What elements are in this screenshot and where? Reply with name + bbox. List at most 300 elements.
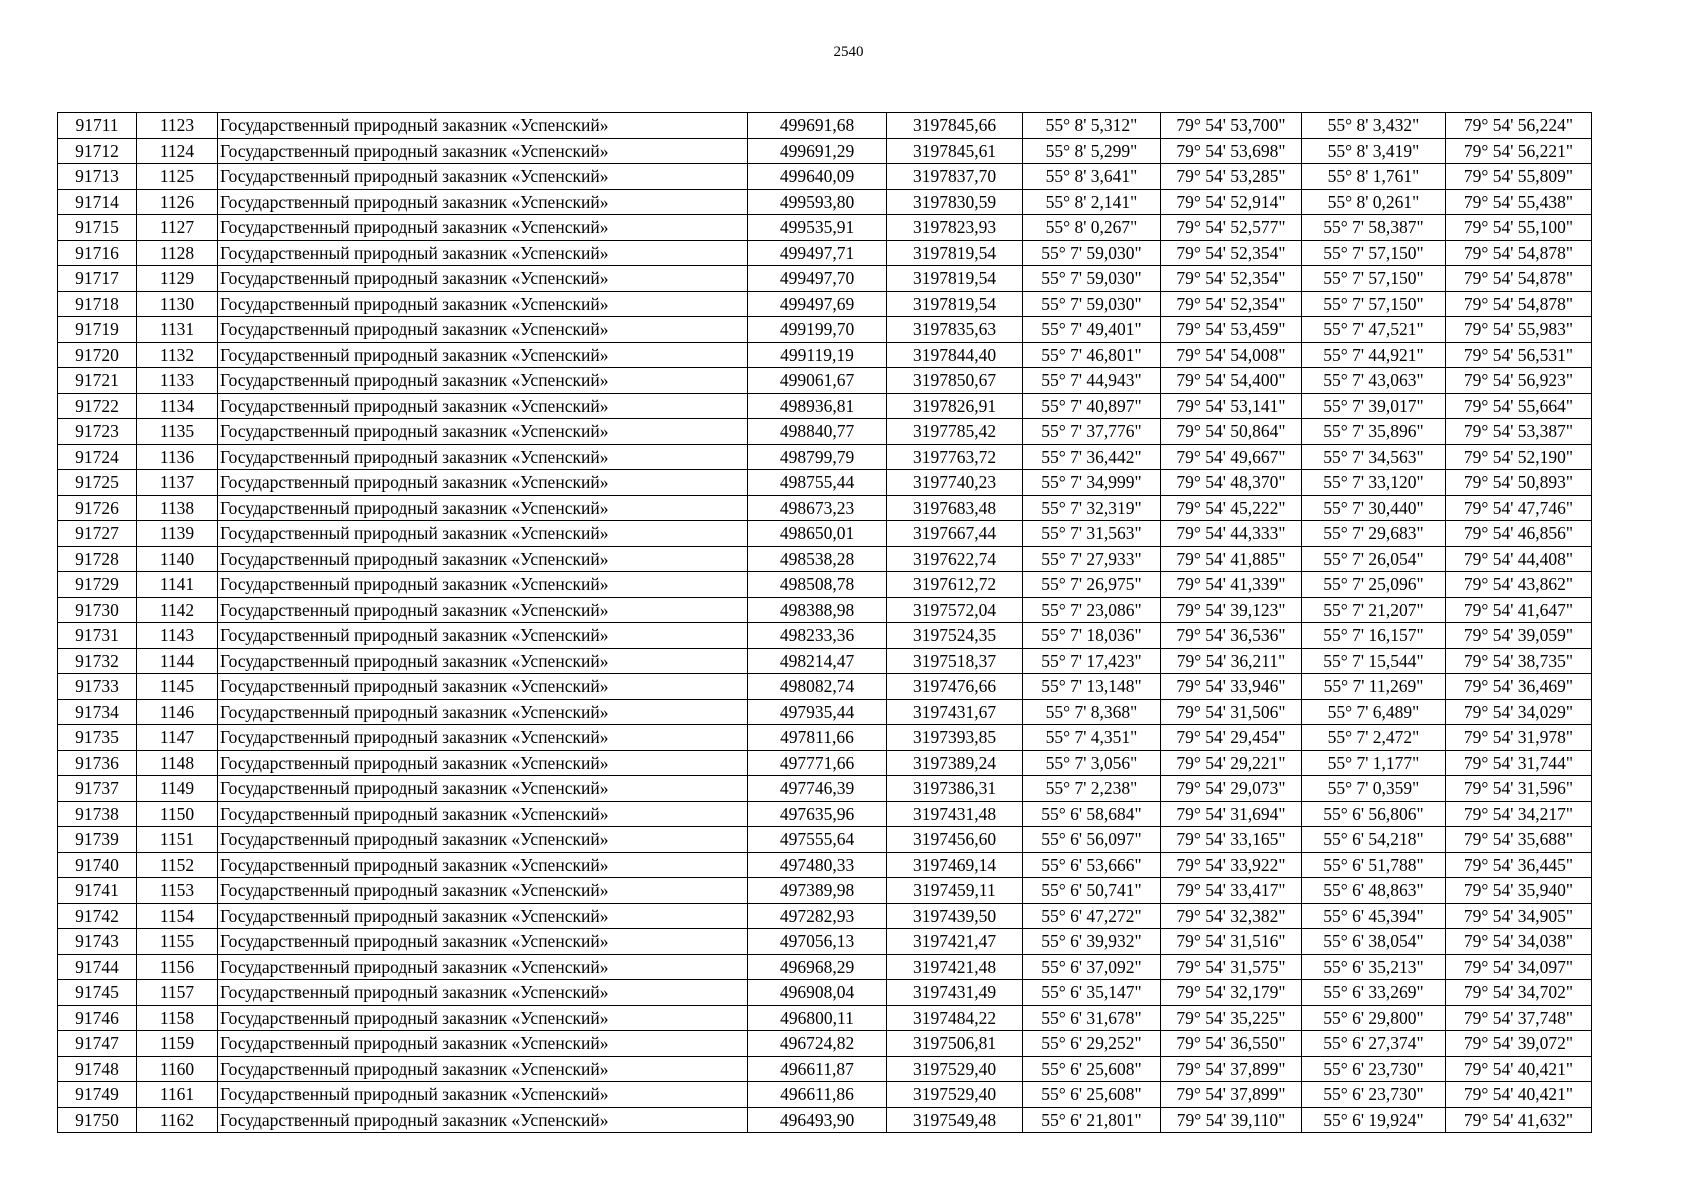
latitude-1-cell: 55° 6' 56,097"	[1023, 827, 1161, 853]
row-number-cell: 91718	[58, 291, 137, 317]
point-number-cell: 1134	[137, 393, 218, 419]
latitude-1-cell: 55° 7' 3,056"	[1023, 750, 1161, 776]
row-number-cell: 91720	[58, 342, 137, 368]
latitude-1-cell: 55° 7' 37,776"	[1023, 419, 1161, 445]
y-coordinate-cell: 3197456,60	[887, 827, 1023, 853]
longitude-2-cell: 79° 54' 31,596"	[1446, 776, 1592, 802]
longitude-1-cell: 79° 54' 32,382"	[1161, 903, 1302, 929]
latitude-1-cell: 55° 7' 18,036"	[1023, 623, 1161, 649]
longitude-2-cell: 79° 54' 54,878"	[1446, 240, 1592, 266]
row-number-cell: 91742	[58, 903, 137, 929]
table-row	[58, 827, 1592, 853]
longitude-2-cell: 79° 54' 31,978"	[1446, 725, 1592, 751]
latitude-2-cell: 55° 6' 33,269"	[1302, 980, 1446, 1006]
name-cell: Государственный природный заказник «Успенский»	[218, 1005, 748, 1031]
y-coordinate-cell: 3197845,66	[887, 113, 1023, 139]
name-cell: Государственный природный заказник «Успенский»	[218, 1082, 748, 1108]
x-coordinate-cell: 498755,44	[748, 470, 887, 496]
longitude-2-cell: 79° 54' 40,421"	[1446, 1082, 1592, 1108]
longitude-2-cell: 79° 54' 56,923"	[1446, 368, 1592, 394]
point-number-cell: 1160	[137, 1056, 218, 1082]
row-number-cell: 91721	[58, 368, 137, 394]
x-coordinate-cell: 499640,09	[748, 164, 887, 190]
latitude-1-cell: 55° 6' 37,092"	[1023, 954, 1161, 980]
longitude-2-cell: 79° 54' 43,862"	[1446, 572, 1592, 598]
table-row	[58, 342, 1592, 368]
row-number-cell: 91737	[58, 776, 137, 802]
name-cell: Государственный природный заказник «Успенский»	[218, 546, 748, 572]
x-coordinate-cell: 496908,04	[748, 980, 887, 1006]
name-cell: Государственный природный заказник «Успенский»	[218, 342, 748, 368]
name-cell: Государственный природный заказник «Успенский»	[218, 572, 748, 598]
point-number-cell: 1151	[137, 827, 218, 853]
longitude-1-cell: 79° 54' 29,454"	[1161, 725, 1302, 751]
table-row	[58, 954, 1592, 980]
name-cell: Государственный природный заказник «Успенский»	[218, 368, 748, 394]
longitude-2-cell: 79° 54' 55,809"	[1446, 164, 1592, 190]
longitude-2-cell: 79° 54' 55,983"	[1446, 317, 1592, 343]
row-number-cell: 91749	[58, 1082, 137, 1108]
x-coordinate-cell: 496800,11	[748, 1005, 887, 1031]
x-coordinate-cell: 499119,19	[748, 342, 887, 368]
y-coordinate-cell: 3197819,54	[887, 266, 1023, 292]
longitude-2-cell: 79° 54' 35,688"	[1446, 827, 1592, 853]
y-coordinate-cell: 3197421,48	[887, 954, 1023, 980]
name-cell: Государственный природный заказник «Успенский»	[218, 954, 748, 980]
table-body	[58, 113, 1592, 1133]
latitude-2-cell: 55° 7' 25,096"	[1302, 572, 1446, 598]
longitude-1-cell: 79° 54' 52,354"	[1161, 240, 1302, 266]
longitude-2-cell: 79° 54' 34,029"	[1446, 699, 1592, 725]
longitude-1-cell: 79° 54' 31,506"	[1161, 699, 1302, 725]
name-cell: Государственный природный заказник «Успенский»	[218, 164, 748, 190]
longitude-1-cell: 79° 54' 50,864"	[1161, 419, 1302, 445]
latitude-2-cell: 55° 6' 23,730"	[1302, 1056, 1446, 1082]
latitude-2-cell: 55° 6' 29,800"	[1302, 1005, 1446, 1031]
table-row	[58, 113, 1592, 139]
latitude-2-cell: 55° 7' 0,359"	[1302, 776, 1446, 802]
row-number-cell: 91736	[58, 750, 137, 776]
latitude-2-cell: 55° 7' 2,472"	[1302, 725, 1446, 751]
point-number-cell: 1138	[137, 495, 218, 521]
name-cell: Государственный природный заказник «Успенский»	[218, 291, 748, 317]
y-coordinate-cell: 3197572,04	[887, 597, 1023, 623]
row-number-cell: 91724	[58, 444, 137, 470]
x-coordinate-cell: 496968,29	[748, 954, 887, 980]
latitude-1-cell: 55° 7' 13,148"	[1023, 674, 1161, 700]
latitude-1-cell: 55° 7' 8,368"	[1023, 699, 1161, 725]
latitude-1-cell: 55° 7' 34,999"	[1023, 470, 1161, 496]
point-number-cell: 1135	[137, 419, 218, 445]
x-coordinate-cell: 497635,96	[748, 801, 887, 827]
table-row	[58, 572, 1592, 598]
latitude-1-cell: 55° 6' 53,666"	[1023, 852, 1161, 878]
latitude-2-cell: 55° 6' 23,730"	[1302, 1082, 1446, 1108]
table-row	[58, 903, 1592, 929]
x-coordinate-cell: 499061,67	[748, 368, 887, 394]
longitude-2-cell: 79° 54' 55,100"	[1446, 215, 1592, 241]
longitude-2-cell: 79° 54' 34,905"	[1446, 903, 1592, 929]
y-coordinate-cell: 3197844,40	[887, 342, 1023, 368]
row-number-cell: 91741	[58, 878, 137, 904]
latitude-2-cell: 55° 7' 57,150"	[1302, 240, 1446, 266]
row-number-cell: 91712	[58, 138, 137, 164]
table-row	[58, 470, 1592, 496]
row-number-cell: 91747	[58, 1031, 137, 1057]
table-row	[58, 725, 1592, 751]
latitude-1-cell: 55° 7' 59,030"	[1023, 266, 1161, 292]
latitude-1-cell: 55° 6' 21,801"	[1023, 1107, 1161, 1133]
point-number-cell: 1142	[137, 597, 218, 623]
longitude-1-cell: 79° 54' 52,354"	[1161, 291, 1302, 317]
latitude-1-cell: 55° 8' 2,141"	[1023, 189, 1161, 215]
y-coordinate-cell: 3197837,70	[887, 164, 1023, 190]
table-row	[58, 291, 1592, 317]
name-cell: Государственный природный заказник «Успенский»	[218, 878, 748, 904]
latitude-2-cell: 55° 7' 29,683"	[1302, 521, 1446, 547]
x-coordinate-cell: 497480,33	[748, 852, 887, 878]
longitude-2-cell: 79° 54' 38,735"	[1446, 648, 1592, 674]
longitude-1-cell: 79° 54' 31,575"	[1161, 954, 1302, 980]
point-number-cell: 1148	[137, 750, 218, 776]
latitude-2-cell: 55° 7' 30,440"	[1302, 495, 1446, 521]
row-number-cell: 91730	[58, 597, 137, 623]
row-number-cell: 91711	[58, 113, 137, 139]
latitude-2-cell: 55° 7' 21,207"	[1302, 597, 1446, 623]
point-number-cell: 1123	[137, 113, 218, 139]
x-coordinate-cell: 497056,13	[748, 929, 887, 955]
point-number-cell: 1139	[137, 521, 218, 547]
point-number-cell: 1129	[137, 266, 218, 292]
longitude-2-cell: 79° 54' 41,647"	[1446, 597, 1592, 623]
longitude-1-cell: 79° 54' 53,700"	[1161, 113, 1302, 139]
latitude-1-cell: 55° 7' 23,086"	[1023, 597, 1161, 623]
longitude-1-cell: 79° 54' 53,698"	[1161, 138, 1302, 164]
row-number-cell: 91750	[58, 1107, 137, 1133]
y-coordinate-cell: 3197850,67	[887, 368, 1023, 394]
y-coordinate-cell: 3197506,81	[887, 1031, 1023, 1057]
name-cell: Государственный природный заказник «Успенский»	[218, 648, 748, 674]
latitude-1-cell: 55° 6' 31,678"	[1023, 1005, 1161, 1031]
x-coordinate-cell: 496493,90	[748, 1107, 887, 1133]
latitude-2-cell: 55° 8' 1,761"	[1302, 164, 1446, 190]
latitude-1-cell: 55° 6' 35,147"	[1023, 980, 1161, 1006]
table-row	[58, 1031, 1592, 1057]
longitude-2-cell: 79° 54' 44,408"	[1446, 546, 1592, 572]
y-coordinate-cell: 3197459,11	[887, 878, 1023, 904]
y-coordinate-cell: 3197484,22	[887, 1005, 1023, 1031]
point-number-cell: 1146	[137, 699, 218, 725]
y-coordinate-cell: 3197476,66	[887, 674, 1023, 700]
latitude-2-cell: 55° 7' 47,521"	[1302, 317, 1446, 343]
name-cell: Государственный природный заказник «Успенский»	[218, 674, 748, 700]
longitude-2-cell: 79° 54' 34,217"	[1446, 801, 1592, 827]
longitude-1-cell: 79° 54' 53,459"	[1161, 317, 1302, 343]
x-coordinate-cell: 498840,77	[748, 419, 887, 445]
y-coordinate-cell: 3197393,85	[887, 725, 1023, 751]
x-coordinate-cell: 498650,01	[748, 521, 887, 547]
latitude-1-cell: 55° 8' 3,641"	[1023, 164, 1161, 190]
x-coordinate-cell: 498233,36	[748, 623, 887, 649]
table-row	[58, 495, 1592, 521]
x-coordinate-cell: 497811,66	[748, 725, 887, 751]
point-number-cell: 1128	[137, 240, 218, 266]
table-row	[58, 521, 1592, 547]
table-row	[58, 266, 1592, 292]
longitude-1-cell: 79° 54' 39,110"	[1161, 1107, 1302, 1133]
name-cell: Государственный природный заказник «Успенский»	[218, 852, 748, 878]
name-cell: Государственный природный заказник «Успенский»	[218, 393, 748, 419]
latitude-2-cell: 55° 7' 6,489"	[1302, 699, 1446, 725]
x-coordinate-cell: 497935,44	[748, 699, 887, 725]
point-number-cell: 1158	[137, 1005, 218, 1031]
x-coordinate-cell: 499497,69	[748, 291, 887, 317]
longitude-2-cell: 79° 54' 39,072"	[1446, 1031, 1592, 1057]
point-number-cell: 1140	[137, 546, 218, 572]
longitude-1-cell: 79° 54' 36,536"	[1161, 623, 1302, 649]
point-number-cell: 1149	[137, 776, 218, 802]
y-coordinate-cell: 3197612,72	[887, 572, 1023, 598]
point-number-cell: 1143	[137, 623, 218, 649]
name-cell: Государственный природный заказник «Успенский»	[218, 801, 748, 827]
longitude-2-cell: 79° 54' 39,059"	[1446, 623, 1592, 649]
latitude-2-cell: 55° 6' 45,394"	[1302, 903, 1446, 929]
latitude-1-cell: 55° 7' 44,943"	[1023, 368, 1161, 394]
row-number-cell: 91728	[58, 546, 137, 572]
latitude-1-cell: 55° 6' 50,741"	[1023, 878, 1161, 904]
name-cell: Государственный природный заказник «Успенский»	[218, 699, 748, 725]
table-row	[58, 1056, 1592, 1082]
latitude-2-cell: 55° 7' 1,177"	[1302, 750, 1446, 776]
table-row	[58, 138, 1592, 164]
y-coordinate-cell: 3197622,74	[887, 546, 1023, 572]
longitude-2-cell: 79° 54' 54,878"	[1446, 291, 1592, 317]
name-cell: Государственный природный заказник «Успенский»	[218, 266, 748, 292]
y-coordinate-cell: 3197439,50	[887, 903, 1023, 929]
name-cell: Государственный природный заказник «Успенский»	[218, 929, 748, 955]
x-coordinate-cell: 498388,98	[748, 597, 887, 623]
longitude-1-cell: 79° 54' 32,179"	[1161, 980, 1302, 1006]
row-number-cell: 91727	[58, 521, 137, 547]
table-row	[58, 623, 1592, 649]
y-coordinate-cell: 3197667,44	[887, 521, 1023, 547]
x-coordinate-cell: 499199,70	[748, 317, 887, 343]
name-cell: Государственный природный заказник «Успенский»	[218, 113, 748, 139]
table-row	[58, 546, 1592, 572]
longitude-1-cell: 79° 54' 33,417"	[1161, 878, 1302, 904]
row-number-cell: 91717	[58, 266, 137, 292]
longitude-1-cell: 79° 54' 53,141"	[1161, 393, 1302, 419]
x-coordinate-cell: 499497,71	[748, 240, 887, 266]
x-coordinate-cell: 499497,70	[748, 266, 887, 292]
point-number-cell: 1153	[137, 878, 218, 904]
latitude-2-cell: 55° 8' 3,432"	[1302, 113, 1446, 139]
name-cell: Государственный природный заказник «Успенский»	[218, 240, 748, 266]
longitude-1-cell: 79° 54' 41,339"	[1161, 572, 1302, 598]
x-coordinate-cell: 498673,23	[748, 495, 887, 521]
row-number-cell: 91731	[58, 623, 137, 649]
table-row	[58, 1107, 1592, 1133]
longitude-1-cell: 79° 54' 45,222"	[1161, 495, 1302, 521]
x-coordinate-cell: 499535,91	[748, 215, 887, 241]
latitude-2-cell: 55° 7' 34,563"	[1302, 444, 1446, 470]
y-coordinate-cell: 3197524,35	[887, 623, 1023, 649]
y-coordinate-cell: 3197823,93	[887, 215, 1023, 241]
latitude-1-cell: 55° 6' 39,932"	[1023, 929, 1161, 955]
longitude-1-cell: 79° 54' 36,211"	[1161, 648, 1302, 674]
latitude-2-cell: 55° 7' 35,896"	[1302, 419, 1446, 445]
longitude-2-cell: 79° 54' 56,224"	[1446, 113, 1592, 139]
row-number-cell: 91733	[58, 674, 137, 700]
row-number-cell: 91715	[58, 215, 137, 241]
latitude-2-cell: 55° 6' 35,213"	[1302, 954, 1446, 980]
point-number-cell: 1156	[137, 954, 218, 980]
latitude-2-cell: 55° 7' 57,150"	[1302, 291, 1446, 317]
row-number-cell: 91719	[58, 317, 137, 343]
table-row	[58, 393, 1592, 419]
longitude-2-cell: 79° 54' 55,664"	[1446, 393, 1592, 419]
row-number-cell: 91744	[58, 954, 137, 980]
longitude-1-cell: 79° 54' 41,885"	[1161, 546, 1302, 572]
latitude-1-cell: 55° 6' 25,608"	[1023, 1056, 1161, 1082]
latitude-2-cell: 55° 7' 16,157"	[1302, 623, 1446, 649]
point-number-cell: 1124	[137, 138, 218, 164]
row-number-cell: 91746	[58, 1005, 137, 1031]
name-cell: Государственный природный заказник «Успенский»	[218, 1031, 748, 1057]
latitude-1-cell: 55° 7' 17,423"	[1023, 648, 1161, 674]
row-number-cell: 91738	[58, 801, 137, 827]
table-row	[58, 597, 1592, 623]
latitude-2-cell: 55° 6' 51,788"	[1302, 852, 1446, 878]
y-coordinate-cell: 3197386,31	[887, 776, 1023, 802]
name-cell: Государственный природный заказник «Успенский»	[218, 597, 748, 623]
latitude-1-cell: 55° 7' 40,897"	[1023, 393, 1161, 419]
longitude-2-cell: 79° 54' 36,469"	[1446, 674, 1592, 700]
latitude-2-cell: 55° 8' 3,419"	[1302, 138, 1446, 164]
row-number-cell: 91743	[58, 929, 137, 955]
table-row	[58, 189, 1592, 215]
row-number-cell: 91716	[58, 240, 137, 266]
y-coordinate-cell: 3197529,40	[887, 1082, 1023, 1108]
longitude-2-cell: 79° 54' 34,038"	[1446, 929, 1592, 955]
longitude-2-cell: 79° 54' 35,940"	[1446, 878, 1592, 904]
point-number-cell: 1136	[137, 444, 218, 470]
point-number-cell: 1130	[137, 291, 218, 317]
latitude-2-cell: 55° 7' 39,017"	[1302, 393, 1446, 419]
table-row	[58, 648, 1592, 674]
latitude-1-cell: 55° 7' 46,801"	[1023, 342, 1161, 368]
longitude-2-cell: 79° 54' 55,438"	[1446, 189, 1592, 215]
x-coordinate-cell: 497555,64	[748, 827, 887, 853]
name-cell: Государственный природный заказник «Успенский»	[218, 623, 748, 649]
y-coordinate-cell: 3197421,47	[887, 929, 1023, 955]
latitude-2-cell: 55° 7' 43,063"	[1302, 368, 1446, 394]
latitude-1-cell: 55° 7' 36,442"	[1023, 444, 1161, 470]
row-number-cell: 91732	[58, 648, 137, 674]
name-cell: Государственный природный заказник «Успенский»	[218, 1056, 748, 1082]
table-row	[58, 1005, 1592, 1031]
longitude-2-cell: 79° 54' 36,445"	[1446, 852, 1592, 878]
y-coordinate-cell: 3197518,37	[887, 648, 1023, 674]
y-coordinate-cell: 3197835,63	[887, 317, 1023, 343]
latitude-2-cell: 55° 7' 33,120"	[1302, 470, 1446, 496]
latitude-1-cell: 55° 8' 5,312"	[1023, 113, 1161, 139]
longitude-2-cell: 79° 54' 34,097"	[1446, 954, 1592, 980]
point-number-cell: 1150	[137, 801, 218, 827]
longitude-2-cell: 79° 54' 41,632"	[1446, 1107, 1592, 1133]
y-coordinate-cell: 3197389,24	[887, 750, 1023, 776]
longitude-1-cell: 79° 54' 39,123"	[1161, 597, 1302, 623]
longitude-2-cell: 79° 54' 47,746"	[1446, 495, 1592, 521]
name-cell: Государственный природный заказник «Успенский»	[218, 470, 748, 496]
latitude-1-cell: 55° 6' 58,684"	[1023, 801, 1161, 827]
table-row	[58, 980, 1592, 1006]
latitude-2-cell: 55° 7' 26,054"	[1302, 546, 1446, 572]
longitude-1-cell: 79° 54' 53,285"	[1161, 164, 1302, 190]
y-coordinate-cell: 3197740,23	[887, 470, 1023, 496]
latitude-2-cell: 55° 7' 57,150"	[1302, 266, 1446, 292]
latitude-2-cell: 55° 8' 0,261"	[1302, 189, 1446, 215]
longitude-2-cell: 79° 54' 34,702"	[1446, 980, 1592, 1006]
latitude-1-cell: 55° 7' 4,351"	[1023, 725, 1161, 751]
longitude-2-cell: 79° 54' 53,387"	[1446, 419, 1592, 445]
longitude-1-cell: 79° 54' 52,914"	[1161, 189, 1302, 215]
name-cell: Государственный природный заказник «Успенский»	[218, 215, 748, 241]
latitude-2-cell: 55° 6' 19,924"	[1302, 1107, 1446, 1133]
row-number-cell: 91739	[58, 827, 137, 853]
longitude-1-cell: 79° 54' 44,333"	[1161, 521, 1302, 547]
table-row	[58, 444, 1592, 470]
longitude-1-cell: 79° 54' 33,165"	[1161, 827, 1302, 853]
point-number-cell: 1154	[137, 903, 218, 929]
x-coordinate-cell: 498214,47	[748, 648, 887, 674]
y-coordinate-cell: 3197431,49	[887, 980, 1023, 1006]
row-number-cell: 91725	[58, 470, 137, 496]
point-number-cell: 1159	[137, 1031, 218, 1057]
name-cell: Государственный природный заказник «Успенский»	[218, 317, 748, 343]
longitude-1-cell: 79° 54' 29,073"	[1161, 776, 1302, 802]
longitude-2-cell: 79° 54' 40,421"	[1446, 1056, 1592, 1082]
x-coordinate-cell: 496724,82	[748, 1031, 887, 1057]
x-coordinate-cell: 497746,39	[748, 776, 887, 802]
row-number-cell: 91745	[58, 980, 137, 1006]
longitude-2-cell: 79° 54' 37,748"	[1446, 1005, 1592, 1031]
point-number-cell: 1145	[137, 674, 218, 700]
longitude-1-cell: 79° 54' 37,899"	[1161, 1082, 1302, 1108]
name-cell: Государственный природный заказник «Успенский»	[218, 725, 748, 751]
name-cell: Государственный природный заказник «Успенский»	[218, 189, 748, 215]
table-row	[58, 776, 1592, 802]
latitude-1-cell: 55° 7' 31,563"	[1023, 521, 1161, 547]
name-cell: Государственный природный заказник «Успенский»	[218, 521, 748, 547]
latitude-2-cell: 55° 6' 56,806"	[1302, 801, 1446, 827]
point-number-cell: 1155	[137, 929, 218, 955]
y-coordinate-cell: 3197845,61	[887, 138, 1023, 164]
x-coordinate-cell: 498936,81	[748, 393, 887, 419]
point-number-cell: 1157	[137, 980, 218, 1006]
longitude-1-cell: 79° 54' 33,946"	[1161, 674, 1302, 700]
longitude-2-cell: 79° 54' 52,190"	[1446, 444, 1592, 470]
y-coordinate-cell: 3197549,48	[887, 1107, 1023, 1133]
name-cell: Государственный природный заказник «Успенский»	[218, 495, 748, 521]
longitude-2-cell: 79° 54' 56,531"	[1446, 342, 1592, 368]
row-number-cell: 91729	[58, 572, 137, 598]
point-number-cell: 1141	[137, 572, 218, 598]
latitude-2-cell: 55° 7' 58,387"	[1302, 215, 1446, 241]
name-cell: Государственный природный заказник «Успенский»	[218, 444, 748, 470]
point-number-cell: 1152	[137, 852, 218, 878]
name-cell: Государственный природный заказник «Успенский»	[218, 1107, 748, 1133]
